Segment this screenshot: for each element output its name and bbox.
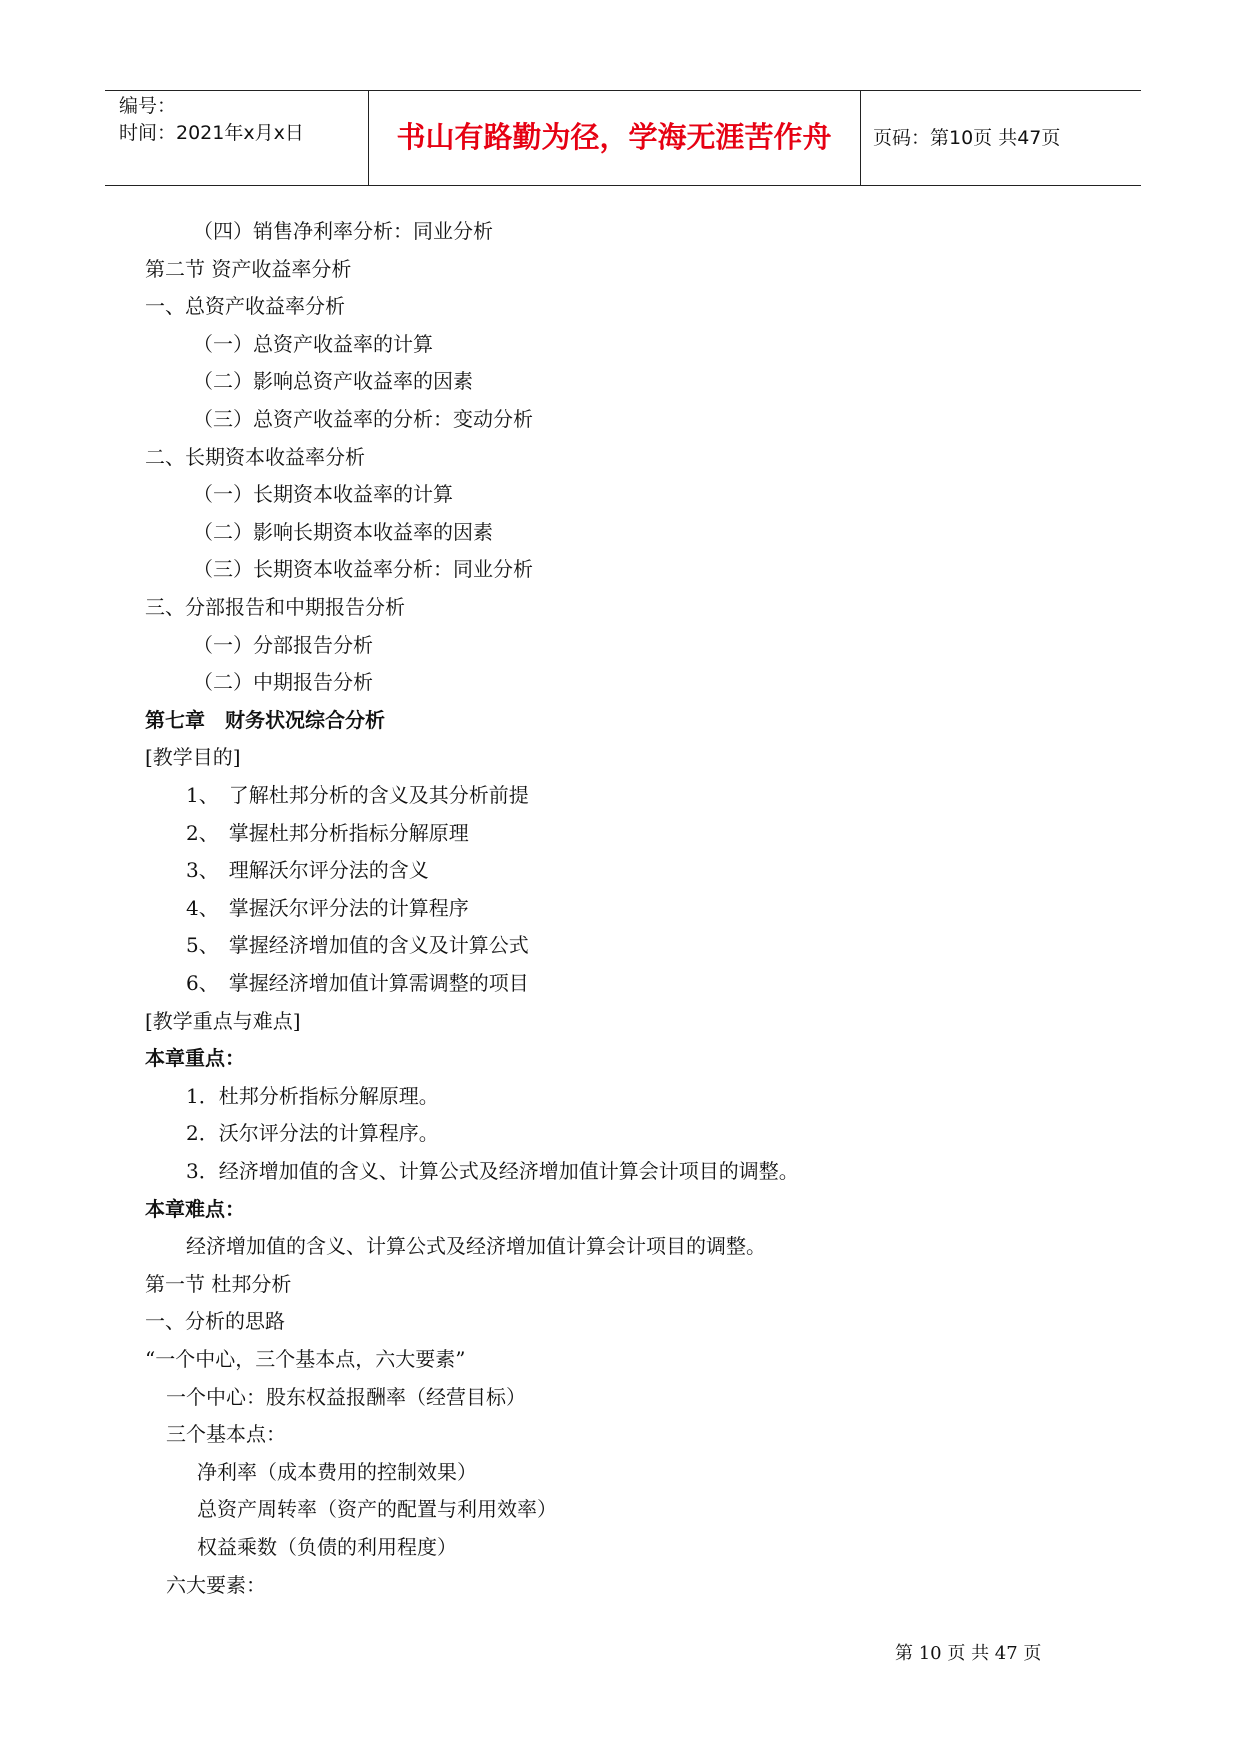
- text-line: 净利率（成本费用的控制效果）: [197, 1460, 477, 1484]
- text-line: 2．沃尔评分法的计算程序。: [186, 1121, 439, 1145]
- text-line: 2、 掌握杜邦分析指标分解原理: [186, 821, 469, 845]
- text-line: 4、 掌握沃尔评分法的计算程序: [186, 896, 469, 920]
- text-line: [教学目的]: [145, 745, 241, 769]
- text-line: “一个中心，三个基本点，六大要素”: [145, 1347, 466, 1371]
- text-line: 二、长期资本收益率分析: [145, 445, 365, 469]
- text-line: 一、分析的思路: [145, 1309, 285, 1333]
- text-line: 6、 掌握经济增加值计算需调整的项目: [186, 971, 529, 995]
- header-divider: [860, 91, 861, 185]
- text-line: 一、总资产收益率分析: [145, 294, 345, 318]
- section-heading: 第一节 杜邦分析: [145, 1272, 292, 1296]
- text-line: 六大要素：: [166, 1573, 266, 1597]
- text-line: （一）长期资本收益率的计算: [193, 482, 453, 506]
- text-line: （一）分部报告分析: [193, 633, 373, 657]
- header-left: [119, 93, 304, 147]
- text-line: 5、 掌握经济增加值的含义及计算公式: [186, 933, 529, 957]
- time-label: 时间：2021年x月x日: [119, 122, 304, 144]
- text-line: 3．经济增加值的含义、计算公式及经济增加值计算会计项目的调整。: [186, 1159, 799, 1183]
- text-line: 一个中心：股东权益报酬率（经营目标）: [166, 1385, 526, 1409]
- section-heading: 第二节 资产收益率分析: [145, 257, 352, 281]
- text-line: 总资产周转率（资产的配置与利用效率）: [197, 1497, 557, 1521]
- text-line: [教学重点与难点]: [145, 1009, 301, 1033]
- page-label: 页码：第10页 共47页: [873, 127, 1061, 149]
- page-header: [105, 90, 1141, 186]
- text-line: （三）长期资本收益率分析：同业分析: [193, 557, 533, 581]
- subheading: 本章重点：: [145, 1046, 245, 1070]
- text-line: （三）总资产收益率的分析：变动分析: [193, 407, 533, 431]
- text-line: （一）总资产收益率的计算: [193, 332, 433, 356]
- chapter-heading: 第七章 财务状况综合分析: [145, 708, 385, 732]
- text-line: （二）影响总资产收益率的因素: [193, 369, 473, 393]
- text-line: 经济增加值的含义、计算公式及经济增加值计算会计项目的调整。: [186, 1234, 766, 1258]
- text-line: 三、分部报告和中期报告分析: [145, 595, 405, 619]
- number-label: 编号：: [119, 95, 177, 117]
- subheading: 本章难点：: [145, 1197, 245, 1221]
- page-footer: 第 10 页 共 47 页: [895, 1643, 1042, 1664]
- text-line: 1．杜邦分析指标分解原理。: [186, 1084, 439, 1108]
- text-line: 三个基本点：: [166, 1422, 286, 1446]
- text-line: （四）销售净利率分析：同业分析: [193, 219, 493, 243]
- text-line: 1、 了解杜邦分析的含义及其分析前提: [186, 783, 529, 807]
- text-line: 权益乘数（负债的利用程度）: [197, 1535, 457, 1559]
- motto: 书山有路勤为径，学海无涯苦作舟: [396, 120, 832, 154]
- text-line: （二）中期报告分析: [193, 670, 373, 694]
- text-line: （二）影响长期资本收益率的因素: [193, 520, 493, 544]
- text-line: 3、 理解沃尔评分法的含义: [186, 858, 429, 882]
